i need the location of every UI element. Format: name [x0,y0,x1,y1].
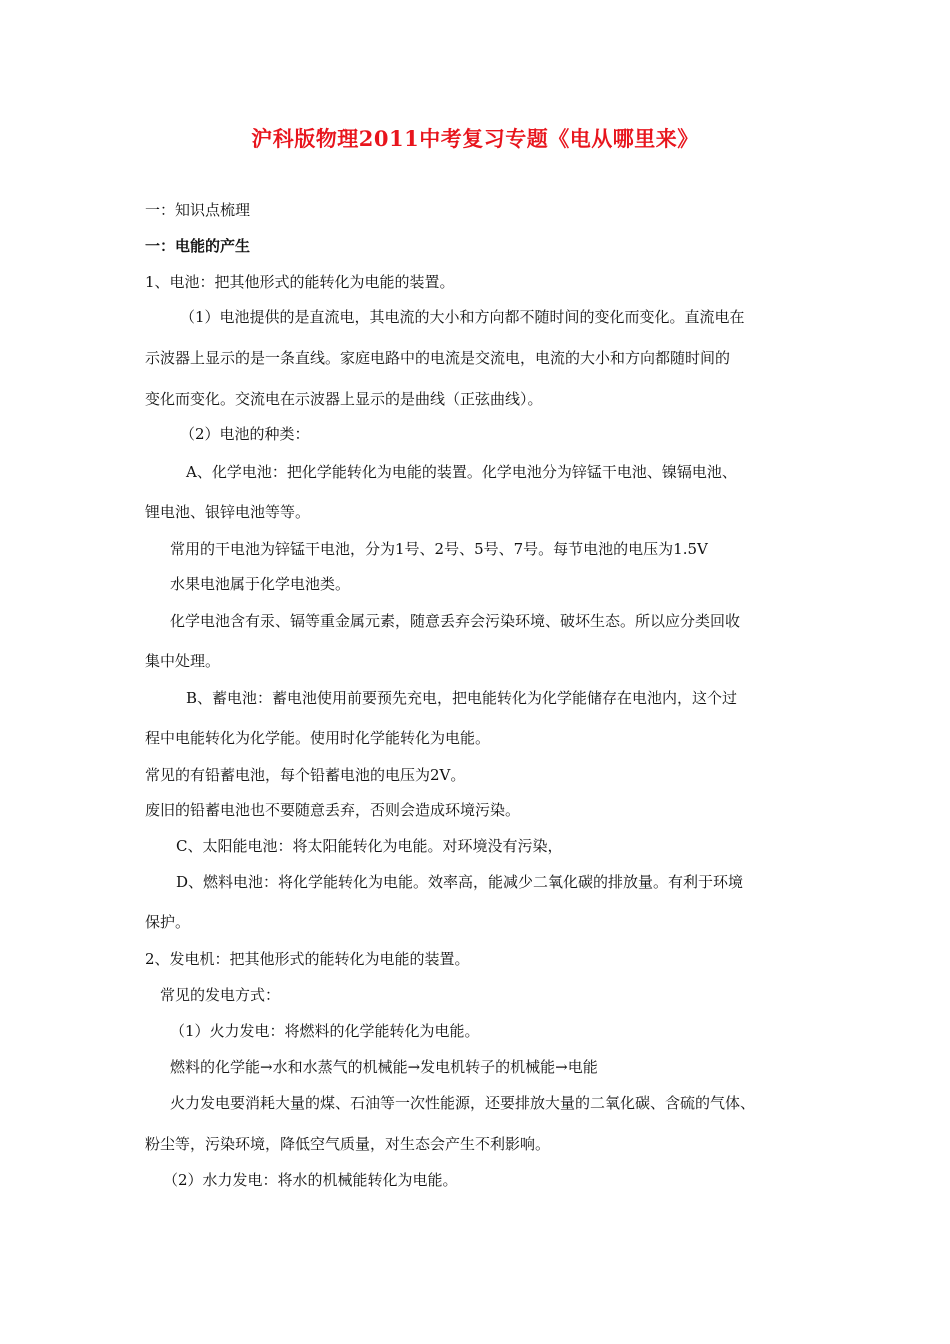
paragraph-line: 变化而变化。交流电在示波器上显示的是曲线（正弦曲线）。 [145,390,543,408]
paragraph-line: B、蓄电池：蓄电池使用前要预先充电，把电能转化为化学能储存在电池内，这个过 [186,689,738,707]
paragraph-line: 程中电能转化为化学能。使用时化学能转化为电能。 [145,729,491,747]
paragraph-line: 火力发电要消耗大量的煤、石油等一次性能源，还要排放大量的二氧化碳、含硫的气体、 [170,1094,756,1112]
paragraph-line: D、燃料电池：将化学能转化为电能。效率高，能减少二氧化碳的排放量。有利于环境 [176,873,744,891]
paragraph-line: 锂电池、银锌电池等等。 [145,503,311,521]
paragraph-line: （2）水力发电：将水的机械能转化为电能。 [163,1171,458,1189]
paragraph-line: （1）火力发电：将燃料的化学能转化为电能。 [170,1022,480,1040]
paragraph-line: 常见的有铅蓄电池，每个铅蓄电池的电压为2V。 [145,766,466,784]
paragraph-line: （2）电池的种类： [180,425,310,443]
paragraph-line: C、太阳能电池：将太阳能转化为电能。对环境没有污染， [176,837,563,855]
paragraph-line: 化学电池含有汞、镉等重金属元素，随意丢弃会污染环境、破坏生态。所以应分类回收 [170,612,741,630]
paragraph-line: 燃料的化学能→水和水蒸气的机械能→发电机转子的机械能→电能 [170,1058,598,1076]
paragraph-line: 2、发电机：把其他形式的能转化为电能的装置。 [145,950,470,968]
paragraph-line: 常见的发电方式： [160,986,281,1004]
paragraph-line: 示波器上显示的是一条直线。家庭电路中的电流是交流电，电流的大小和方向都随时间的 [145,349,731,367]
paragraph-line: （1）电池提供的是直流电，其电流的大小和方向都不随时间的变化而变化。直流电在 [180,308,745,326]
section-heading: 一：知识点梳理 [145,201,251,219]
paragraph-line: A、化学电池：把化学能转化为电能的装置。化学电池分为锌锰干电池、镍镉电池、 [186,463,737,481]
paragraph-line: 水果电池属于化学电池类。 [170,575,351,593]
paragraph-line: 1、电池：把其他形式的能转化为电能的装置。 [145,273,455,291]
paragraph-line: 集中处理。 [145,652,221,670]
subsection-heading: 一：电能的产生 [145,237,251,255]
paragraph-line: 常用的干电池为锌锰干电池，分为1号、2号、5号、7号。每节电池的电压为1.5V [170,540,708,558]
paragraph-line: 废旧的铅蓄电池也不要随意丢弃，否则会造成环境污染。 [145,801,521,819]
paragraph-line: 保护。 [145,913,191,931]
paragraph-line: 粉尘等，污染环境，降低空气质量，对生态会产生不利影响。 [145,1135,551,1153]
document-title: 沪科版物理2011中考复习专题《电从哪里来》 [251,126,699,151]
